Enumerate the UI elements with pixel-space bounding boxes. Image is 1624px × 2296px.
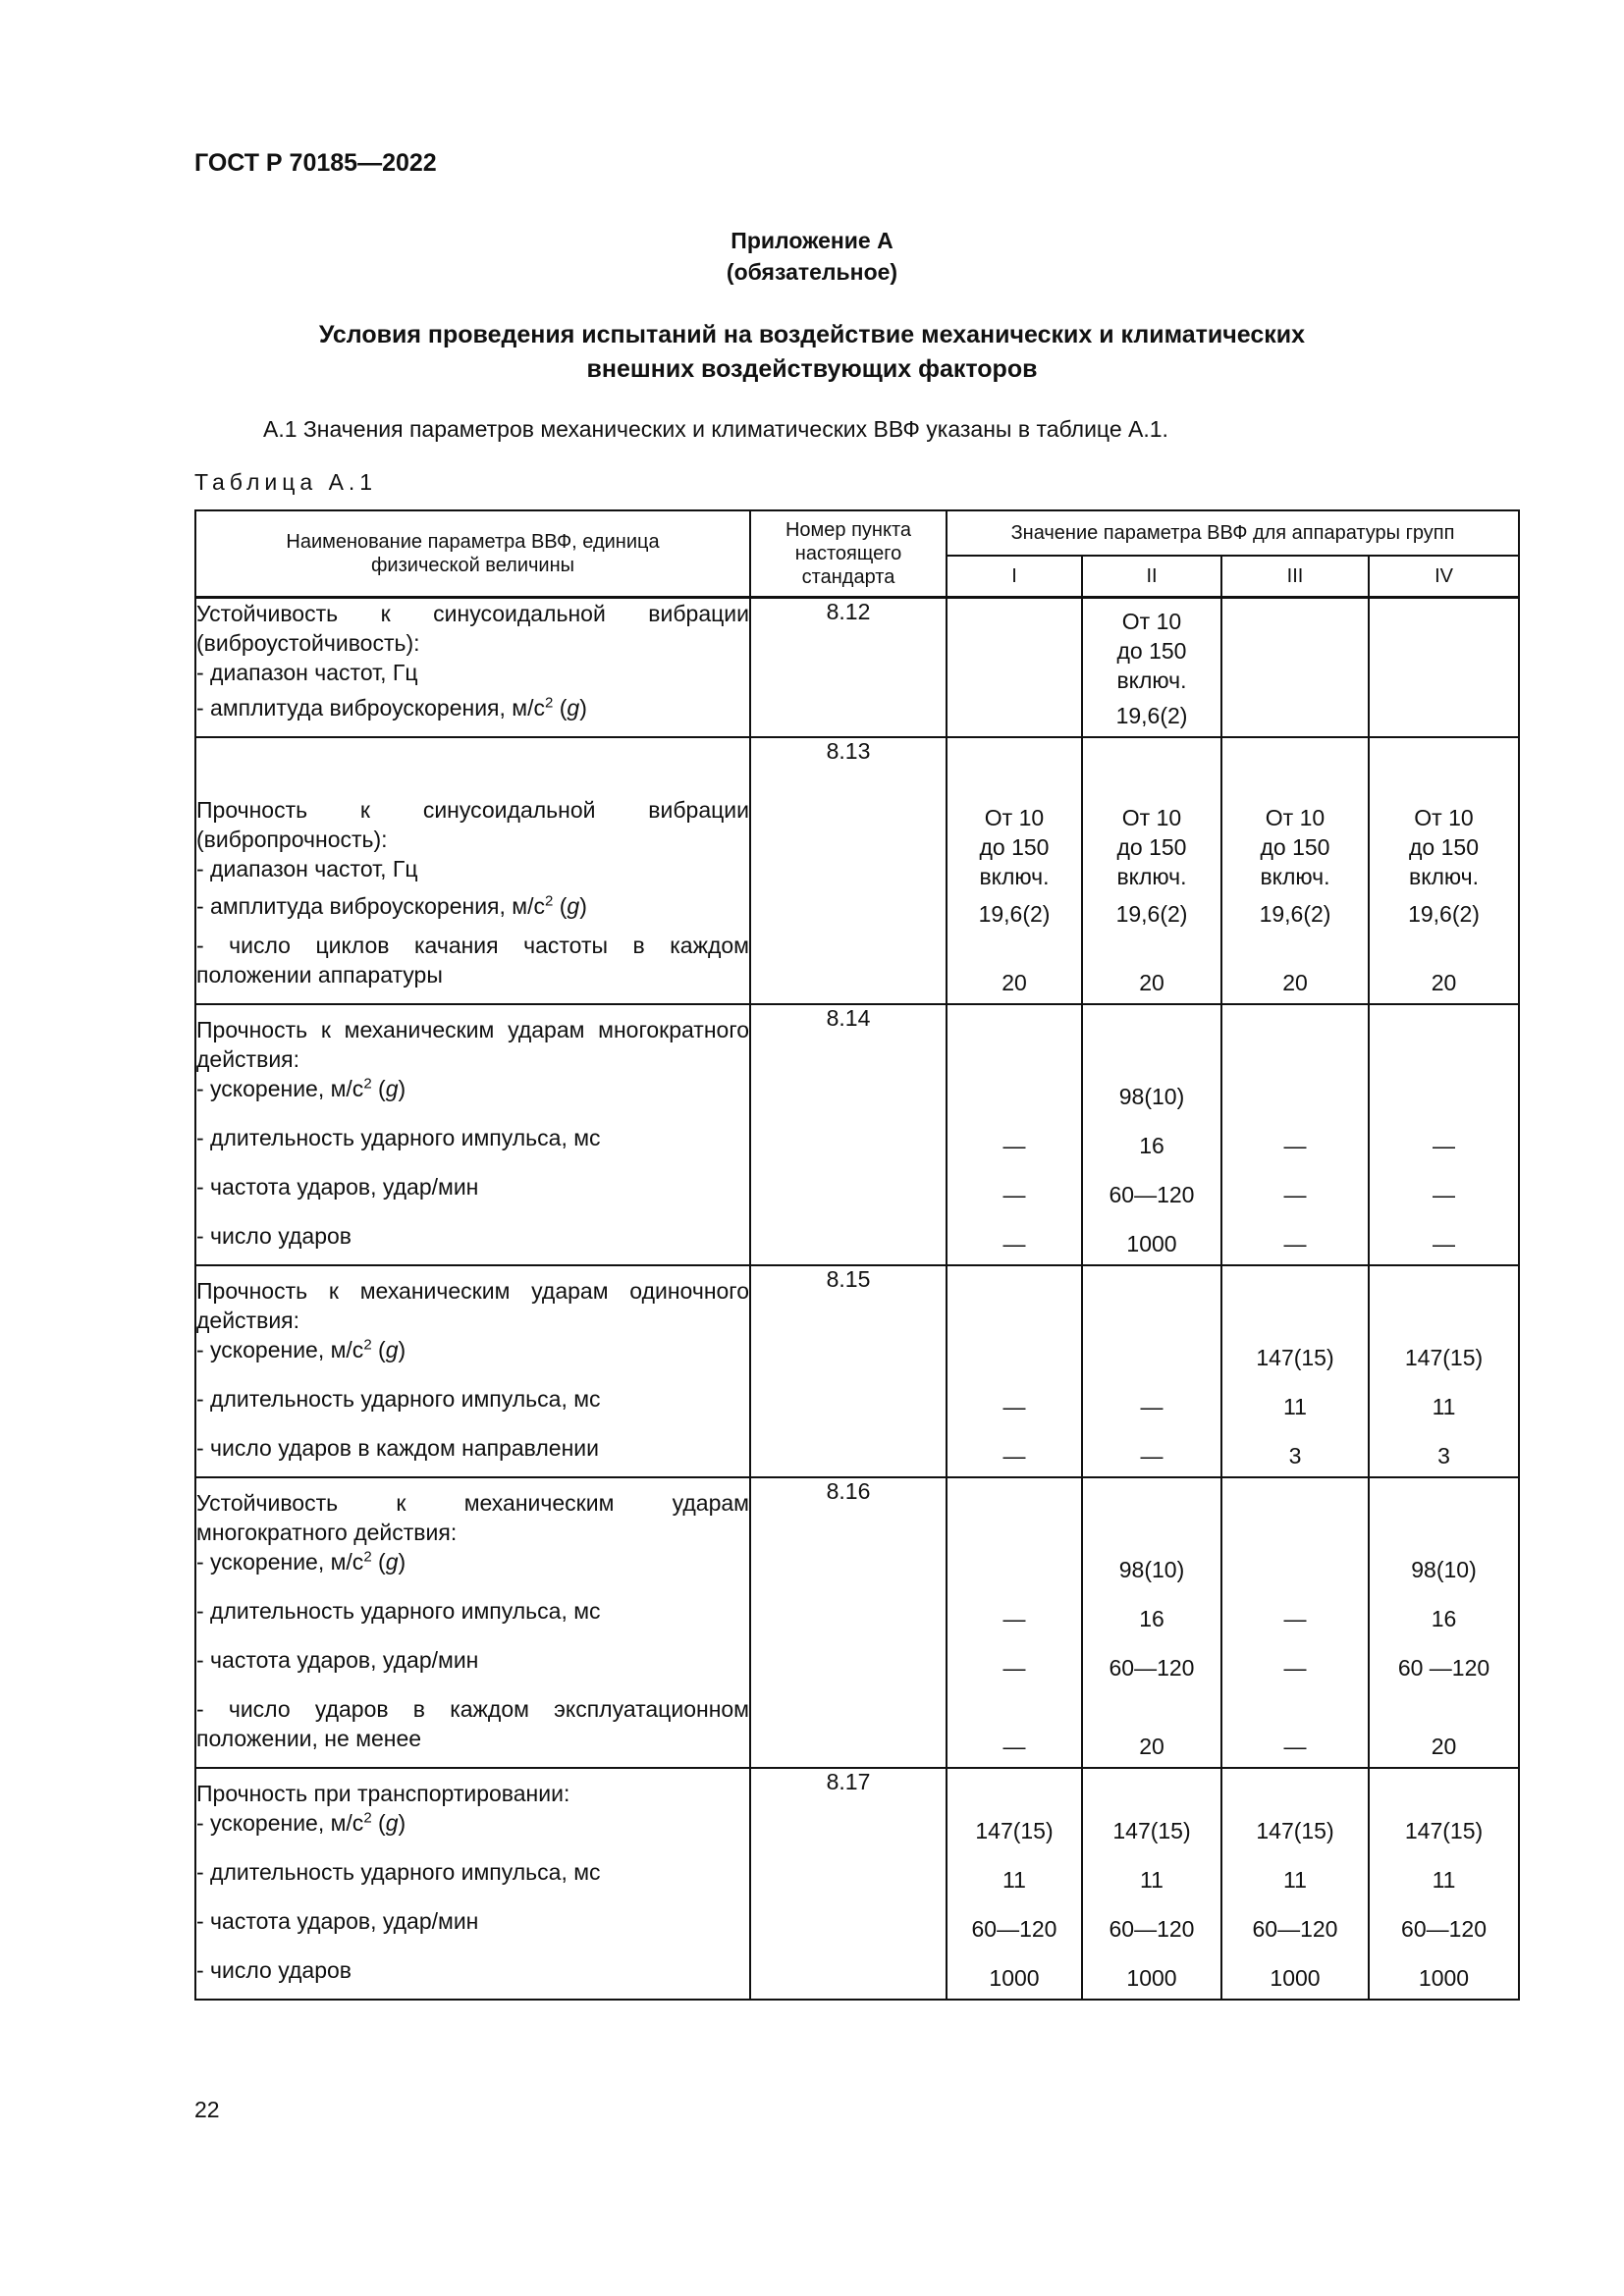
value-text: 19,6(2): [1115, 702, 1188, 728]
value-text: —: [1283, 1605, 1307, 1631]
clause-cell: 8.14: [750, 1004, 947, 1265]
value-text: 60—120: [1109, 1915, 1195, 1942]
table-row: [195, 1004, 1519, 1265]
value-line: [1370, 1013, 1518, 1111]
value-text: 11: [1432, 1866, 1456, 1893]
value-text: —: [1140, 1393, 1164, 1419]
value-text: 11: [1283, 1866, 1307, 1893]
value-text: От 10 до 150 включ.: [1116, 608, 1187, 693]
table-row: [195, 1477, 1519, 1768]
param-line: [196, 1576, 749, 1626]
parameters-table: [194, 509, 1520, 2001]
param-line: [196, 1887, 749, 1936]
value-line: [1083, 1777, 1220, 1845]
param-line: [196, 1936, 749, 1985]
paren-close: ): [579, 892, 587, 919]
value-text: 60—120: [971, 1915, 1057, 1942]
param-cell: [195, 1004, 750, 1265]
header-clause: Номер пункта настоящего стандарта: [750, 510, 947, 597]
paren-close: ): [398, 1075, 406, 1101]
value-line: [1370, 1209, 1518, 1258]
value-line: [947, 1682, 1081, 1761]
param-text: - частота ударов, удар/мин: [196, 1907, 479, 1934]
value-text: 147(15): [1256, 1344, 1334, 1370]
param-text: - длительность ударного импульса, мс: [196, 1385, 601, 1412]
value-line: [1083, 1584, 1220, 1633]
value-line: [947, 746, 1081, 891]
param-cell: [195, 1768, 750, 2000]
value-text: —: [1283, 1132, 1307, 1158]
value-line: [1222, 1111, 1368, 1160]
value-line: [947, 1777, 1081, 1845]
value-line: [1222, 1372, 1368, 1421]
value-line: [1222, 929, 1368, 997]
value-cell-group-i: [947, 737, 1082, 1004]
value-line: [1083, 1895, 1220, 1944]
value-text: 1000: [1270, 1964, 1321, 1991]
value-line: [947, 1111, 1081, 1160]
param-line: [196, 599, 749, 687]
param-line: [196, 687, 749, 722]
value-cell-group-i: [947, 1477, 1082, 1768]
value-cell-group-iv: [1369, 597, 1519, 737]
value-text: 20: [1431, 1733, 1457, 1759]
value-line: [1222, 1682, 1368, 1761]
header-group-iv: IV: [1369, 556, 1519, 597]
param-text: - частота ударов, удар/мин: [196, 1173, 479, 1200]
value-line: [1222, 1895, 1368, 1944]
value-text: 147(15): [1404, 1344, 1484, 1370]
param-line: [196, 1675, 749, 1753]
value-line: [1083, 1160, 1220, 1209]
table-row: [195, 597, 1519, 737]
param-line: [196, 1838, 749, 1887]
value-line: [1083, 1486, 1220, 1584]
section-title-line-1: Условия проведения испытаний на воздействие механических и климатических: [318, 321, 1306, 348]
value-text: —: [1002, 1442, 1026, 1468]
value-line: [1222, 1944, 1368, 1993]
value-text: —: [1002, 1654, 1026, 1681]
value-text: 19,6(2): [1259, 900, 1331, 927]
unit-g: g: [385, 1548, 399, 1575]
value-line: [1222, 891, 1368, 929]
value-line: [1222, 607, 1368, 695]
header-group-iii: III: [1221, 556, 1369, 597]
value-text: 1000: [1126, 1230, 1177, 1256]
value-text: —: [1002, 1393, 1026, 1419]
value-line: [947, 607, 1081, 695]
value-line: [1222, 746, 1368, 891]
value-line: [1083, 1209, 1220, 1258]
value-text: 20: [1139, 969, 1164, 995]
param-line: [196, 1201, 749, 1251]
param-cell: [195, 737, 750, 1004]
value-text: 20: [1001, 969, 1027, 995]
value-text: 20: [1282, 969, 1308, 995]
value-line: [947, 1209, 1081, 1258]
value-text: 98(10): [1411, 1556, 1477, 1582]
value-text: —: [1283, 1181, 1307, 1207]
unit-superscript: 2: [363, 1808, 372, 1826]
unit-g: g: [385, 1075, 399, 1101]
value-line: [1370, 891, 1518, 929]
value-text: —: [1002, 1733, 1026, 1759]
param-text: - амплитуда виброускорения, м/с: [196, 694, 545, 721]
value-line: [1370, 695, 1518, 730]
value-cell-group-iv: [1369, 1477, 1519, 1768]
value-text: 16: [1431, 1605, 1457, 1631]
value-line: [947, 891, 1081, 929]
param-text: Прочность к механическим ударам многократного действия: - ускорение, м/с: [196, 1016, 749, 1101]
param-text: - частота ударов, удар/мин: [196, 1646, 479, 1673]
value-text: 19,6(2): [978, 900, 1051, 927]
value-line: [947, 1486, 1081, 1584]
param-line: [196, 1769, 749, 1838]
value-text: 19,6(2): [1115, 900, 1188, 927]
param-text: - число ударов в каждом эксплуатационном положении, не менее: [196, 1695, 749, 1751]
table-label: Таблица А.1: [194, 469, 378, 495]
table-row: [195, 1265, 1519, 1477]
value-line: [1370, 1584, 1518, 1633]
value-line: [1083, 891, 1220, 929]
value-cell-group-ii: [1082, 1768, 1221, 2000]
value-line: [1370, 1895, 1518, 1944]
value-line: [947, 1845, 1081, 1895]
table-row: [195, 737, 1519, 1004]
param-line: [196, 883, 749, 921]
value-line: [1083, 607, 1220, 695]
param-text: Устойчивость к механическим ударам многократного действия: - ускорение, м/с: [196, 1489, 749, 1575]
param-cell: [195, 597, 750, 737]
appendix-status: (обязательное): [726, 259, 898, 285]
value-text: 3: [1288, 1442, 1302, 1468]
value-line: [1370, 607, 1518, 695]
value-line: [1222, 1274, 1368, 1372]
value-text: 11: [1432, 1393, 1456, 1419]
value-text: От 10 до 150 включ.: [1408, 804, 1480, 889]
value-line: [1370, 1777, 1518, 1845]
value-line: [1370, 1682, 1518, 1761]
value-cell-group-iv: [1369, 1768, 1519, 2000]
value-line: [1222, 1777, 1368, 1845]
page-number: 22: [194, 2097, 220, 2122]
section-title-line-2: внешних воздействующих факторов: [586, 355, 1038, 383]
paren-open: (: [553, 694, 568, 721]
paren-open: (: [553, 892, 568, 919]
value-text: 16: [1139, 1132, 1164, 1158]
clause-cell: 8.15: [750, 1265, 947, 1477]
value-text: —: [1140, 1442, 1164, 1468]
value-cell-group-i: [947, 1265, 1082, 1477]
value-text: 60—120: [1401, 1915, 1487, 1942]
clause-cell: 8.17: [750, 1768, 947, 2000]
value-text: 60—120: [1109, 1181, 1195, 1207]
appendix-title: Приложение А: [731, 228, 893, 253]
paragraph-a1: А.1 Значения параметров механических и климатических ВВФ указаны в таблице А.1.: [263, 416, 1168, 442]
clause-cell: 8.13: [750, 737, 947, 1004]
value-text: 19,6(2): [1408, 900, 1480, 927]
unit-g: g: [385, 1809, 399, 1836]
param-text: - число ударов: [196, 1222, 352, 1249]
value-line: [1083, 1633, 1220, 1682]
value-cell-group-iv: [1369, 1265, 1519, 1477]
value-line: [1222, 1421, 1368, 1470]
value-line: [1083, 1944, 1220, 1993]
value-line: [947, 1944, 1081, 1993]
clause-cell: 8.16: [750, 1477, 947, 1768]
value-line: [1222, 1486, 1368, 1584]
param-line: [196, 1626, 749, 1675]
param-text: - число циклов качания частоты в каждом положении аппаратуры: [196, 932, 749, 988]
param-text: Прочность к механическим ударам одиночного действия: - ускорение, м/с: [196, 1277, 749, 1362]
value-text: 1000: [1126, 1964, 1177, 1991]
value-text: —: [1433, 1181, 1456, 1207]
value-cell-group-iii: [1221, 1004, 1369, 1265]
value-line: [1370, 1421, 1518, 1470]
value-cell-group-iii: [1221, 1265, 1369, 1477]
header-group-ii: II: [1082, 556, 1221, 597]
param-cell: [195, 1265, 750, 1477]
value-line: [1083, 1274, 1220, 1372]
value-text: 11: [1002, 1866, 1026, 1893]
paren-close: ): [579, 694, 587, 721]
value-line: [1370, 929, 1518, 997]
header-group-i: I: [947, 556, 1082, 597]
value-line: [947, 695, 1081, 730]
value-text: —: [1283, 1733, 1307, 1759]
value-line: [1222, 1845, 1368, 1895]
param-line: [196, 1266, 749, 1364]
value-line: [947, 929, 1081, 997]
param-text: - число ударов в каждом направлении: [196, 1434, 599, 1461]
value-line: [1083, 1845, 1220, 1895]
value-text: 3: [1437, 1442, 1450, 1468]
value-line: [1370, 1111, 1518, 1160]
value-line: [947, 1633, 1081, 1682]
unit-g: g: [385, 1336, 399, 1362]
value-cell-group-i: [947, 1768, 1082, 2000]
value-line: [1222, 1633, 1368, 1682]
value-line: [947, 1895, 1081, 1944]
value-line: [1083, 1013, 1220, 1111]
value-line: [1370, 1845, 1518, 1895]
unit-g: g: [567, 892, 580, 919]
value-cell-group-iii: [1221, 1768, 1369, 2000]
value-text: 60—120: [1252, 1915, 1338, 1942]
param-text: Прочность к синусоидальной вибрации (вибропрочность): - диапазон частот, Гц: [196, 796, 749, 881]
value-text: 11: [1283, 1393, 1307, 1419]
standard-designation: ГОСТ Р 70185—2022: [194, 149, 437, 177]
value-cell-group-iii: [1221, 737, 1369, 1004]
value-line: [1083, 1111, 1220, 1160]
paren-open: (: [371, 1548, 386, 1575]
value-line: [947, 1584, 1081, 1633]
param-line: [196, 921, 749, 989]
value-text: 147(15): [1256, 1817, 1334, 1843]
unit-superscript: 2: [363, 1547, 372, 1565]
value-text: От 10 до 150 включ.: [1116, 804, 1187, 889]
value-cell-group-ii: [1082, 1265, 1221, 1477]
value-text: —: [1002, 1230, 1026, 1256]
section-title: [0, 318, 1624, 387]
value-text: 20: [1431, 969, 1457, 995]
value-text: 147(15): [975, 1817, 1054, 1843]
param-line: [196, 1364, 749, 1414]
value-line: [1370, 746, 1518, 891]
param-cell: [195, 1477, 750, 1768]
param-text: - число ударов: [196, 1956, 352, 1983]
header-param: Наименование параметра ВВФ, единица физической величины: [195, 510, 750, 597]
value-line: [947, 1372, 1081, 1421]
value-line: [1370, 1372, 1518, 1421]
unit-superscript: 2: [363, 1335, 372, 1353]
clause-cell: 8.12: [750, 597, 947, 737]
value-cell-group-ii: [1082, 1004, 1221, 1265]
value-line: [947, 1421, 1081, 1470]
paren-open: (: [371, 1336, 386, 1362]
value-cell-group-iv: [1369, 737, 1519, 1004]
value-text: —: [1283, 1654, 1307, 1681]
value-text: —: [1002, 1605, 1026, 1631]
value-line: [1370, 1486, 1518, 1584]
value-text: 1000: [1418, 1964, 1470, 1991]
table-body: [195, 597, 1519, 2000]
value-cell-group-iii: [1221, 597, 1369, 737]
value-text: 147(15): [1112, 1817, 1191, 1843]
value-line: [1222, 1160, 1368, 1209]
value-line: [1083, 1421, 1220, 1470]
value-cell-group-ii: [1082, 737, 1221, 1004]
value-cell-group-iv: [1369, 1004, 1519, 1265]
unit-superscript: 2: [545, 891, 554, 909]
param-text: - амплитуда виброускорения, м/с: [196, 892, 545, 919]
table-row: [195, 1768, 1519, 2000]
param-text: - длительность ударного импульса, мс: [196, 1597, 601, 1624]
value-text: От 10 до 150 включ.: [979, 804, 1050, 889]
value-text: 60—120: [1109, 1654, 1195, 1681]
unit-superscript: 2: [545, 693, 554, 711]
value-cell-group-ii: [1082, 1477, 1221, 1768]
paren-open: (: [371, 1809, 386, 1836]
value-text: —: [1433, 1132, 1456, 1158]
paren-close: ): [398, 1809, 406, 1836]
value-line: [1083, 695, 1220, 730]
param-line: [196, 1103, 749, 1152]
value-text: 98(10): [1118, 1556, 1185, 1582]
value-text: 20: [1139, 1733, 1164, 1759]
value-cell-group-i: [947, 597, 1082, 737]
paren-open: (: [371, 1075, 386, 1101]
value-line: [1222, 1584, 1368, 1633]
value-line: [947, 1274, 1081, 1372]
value-line: [1083, 746, 1220, 891]
unit-g: g: [567, 694, 580, 721]
value-cell-group-iii: [1221, 1477, 1369, 1768]
param-line: [196, 1414, 749, 1463]
value-text: 98(10): [1118, 1083, 1185, 1109]
value-line: [1083, 929, 1220, 997]
value-cell-group-ii: [1082, 597, 1221, 737]
paren-close: ): [398, 1336, 406, 1362]
paren-close: ): [398, 1548, 406, 1575]
param-text: Устойчивость к синусоидальной вибрации (виброустойчивость): - диапазон частот, Гц: [196, 600, 749, 685]
value-text: —: [1002, 1181, 1026, 1207]
value-text: —: [1283, 1230, 1307, 1256]
param-text: Прочность при транспортировании: - ускорение, м/с: [196, 1780, 570, 1836]
value-line: [1083, 1372, 1220, 1421]
value-line: [1370, 1274, 1518, 1372]
param-line: [196, 1478, 749, 1576]
param-text: - длительность ударного импульса, мс: [196, 1858, 601, 1885]
value-line: [1083, 1682, 1220, 1761]
unit-superscript: 2: [363, 1074, 372, 1092]
value-line: [1370, 1633, 1518, 1682]
value-line: [1222, 1013, 1368, 1111]
value-text: 16: [1139, 1605, 1164, 1631]
value-line: [1222, 695, 1368, 730]
value-line: [947, 1013, 1081, 1111]
param-line: [196, 1152, 749, 1201]
value-cell-group-i: [947, 1004, 1082, 1265]
value-line: [1370, 1944, 1518, 1993]
value-text: —: [1002, 1132, 1026, 1158]
value-text: 11: [1140, 1866, 1164, 1893]
param-text: - длительность ударного импульса, мс: [196, 1124, 601, 1150]
value-text: —: [1433, 1230, 1456, 1256]
value-line: [1370, 1160, 1518, 1209]
value-text: 60 —120: [1397, 1654, 1490, 1681]
param-line: [196, 1005, 749, 1103]
value-text: От 10 до 150 включ.: [1260, 804, 1330, 889]
value-text: 147(15): [1404, 1817, 1484, 1843]
value-text: 1000: [989, 1964, 1040, 1991]
value-line: [1222, 1209, 1368, 1258]
header-groups: Значение параметра ВВФ для аппаратуры групп: [947, 510, 1519, 556]
param-line: [196, 738, 749, 883]
value-line: [947, 1160, 1081, 1209]
